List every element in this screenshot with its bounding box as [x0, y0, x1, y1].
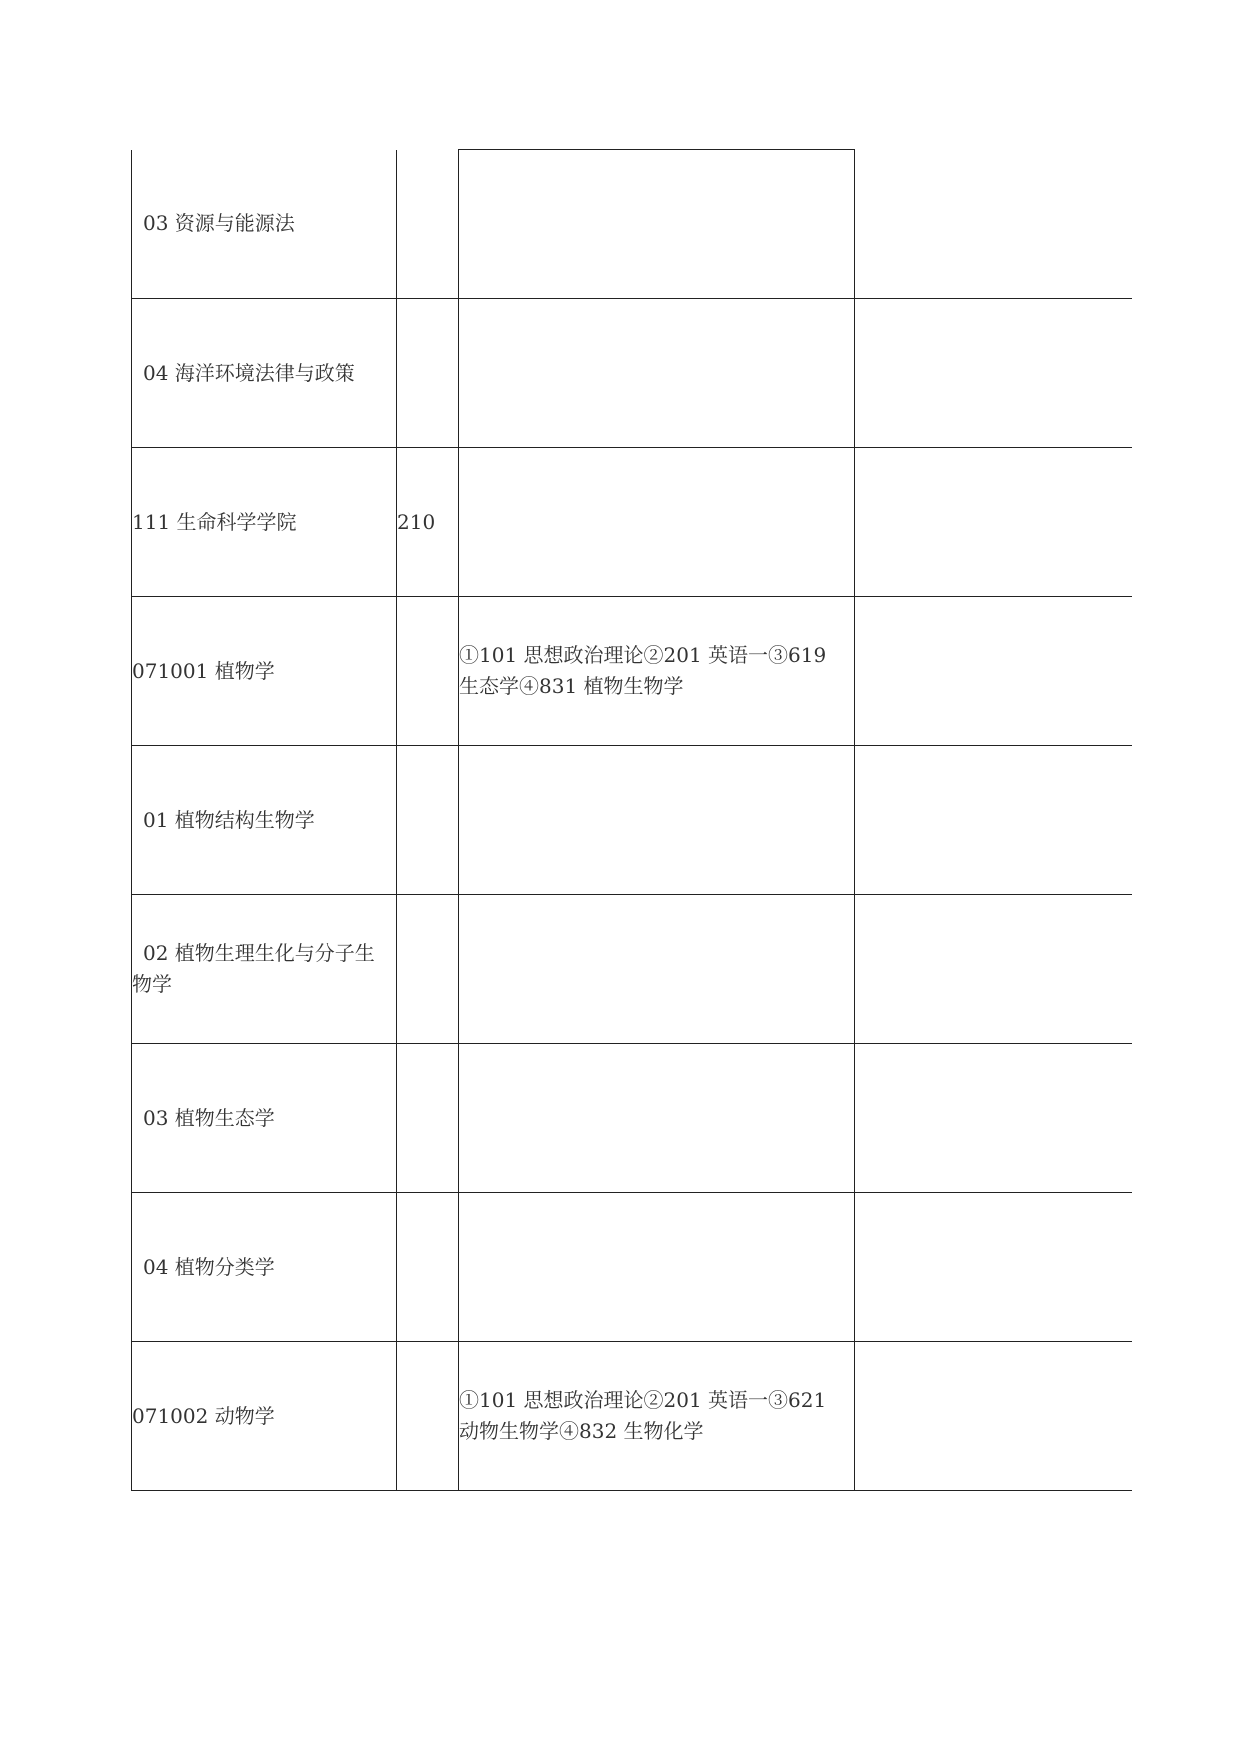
quota-cell — [397, 1044, 459, 1193]
exam-subjects-cell — [459, 746, 855, 895]
table-row — [132, 1044, 1132, 1193]
direction-cell — [132, 895, 397, 1044]
exam-subjects-cell — [459, 448, 855, 597]
table-row — [132, 150, 1132, 299]
table-row — [132, 597, 1132, 746]
direction-cell — [132, 150, 397, 299]
major-cell — [132, 597, 397, 746]
department-cell — [132, 448, 397, 597]
quota-cell — [397, 746, 459, 895]
direction-name: 01 植物结构生物学 — [143, 807, 315, 832]
exam-subjects-cell — [459, 299, 855, 448]
exam-subjects-cell — [459, 1044, 855, 1193]
major-name: 071002 动物学 — [132, 1403, 275, 1428]
exam-subjects-cell — [459, 1342, 855, 1491]
remarks-cell — [855, 597, 1132, 746]
direction-cell — [132, 1193, 397, 1342]
quota-cell — [397, 299, 459, 448]
remarks-cell — [855, 895, 1132, 1044]
exam-subjects-cell — [459, 597, 855, 746]
quota-cell — [397, 1193, 459, 1342]
direction-cell — [132, 746, 397, 895]
department-name: 111 生命科学学院 — [132, 509, 297, 534]
exam-subjects-line: ①101 思想政治理论②201 英语一③621 — [459, 1388, 827, 1412]
table-row — [132, 1342, 1132, 1491]
table-row — [132, 299, 1132, 448]
exam-subjects-cell — [459, 895, 855, 1044]
quota-cell — [397, 597, 459, 746]
direction-name: 03 植物生态学 — [143, 1105, 275, 1130]
remarks-cell — [855, 448, 1132, 597]
quota-cell — [397, 895, 459, 1044]
quota-cell — [397, 1342, 459, 1491]
remarks-cell — [855, 746, 1132, 895]
direction-cell — [132, 299, 397, 448]
exam-subjects-line: ①101 思想政治理论②201 英语一③619 — [459, 643, 827, 667]
direction-name: 04 植物分类学 — [143, 1254, 275, 1279]
major-cell — [132, 1342, 397, 1491]
remarks-cell — [855, 1044, 1132, 1193]
remarks-cell — [855, 299, 1132, 448]
quota-cell — [397, 150, 459, 299]
direction-name: 03 资源与能源法 — [143, 211, 295, 236]
remarks-cell — [855, 1193, 1132, 1342]
remarks-cell — [855, 1342, 1132, 1491]
enrollment-table — [131, 149, 1132, 1491]
direction-cell — [132, 1044, 397, 1193]
exam-subjects-line: 生态学④831 植物生物学 — [459, 674, 684, 698]
remarks-cell — [855, 150, 1132, 299]
direction-name-line: 物学 — [132, 972, 172, 996]
table-row — [132, 1193, 1132, 1342]
table-row — [132, 448, 1132, 597]
direction-name-line: 02 植物生理生化与分子生 — [143, 941, 375, 965]
quota-value: 210 — [397, 509, 436, 534]
exam-subjects-line: 动物生物学④832 生物化学 — [459, 1419, 704, 1443]
major-name: 071001 植物学 — [132, 658, 275, 683]
table-row — [132, 895, 1132, 1044]
exam-subjects-cell — [459, 150, 855, 299]
direction-name: 04 海洋环境法律与政策 — [143, 360, 355, 385]
table-row — [132, 746, 1132, 895]
quota-cell — [397, 448, 459, 597]
exam-subjects-cell — [459, 1193, 855, 1342]
